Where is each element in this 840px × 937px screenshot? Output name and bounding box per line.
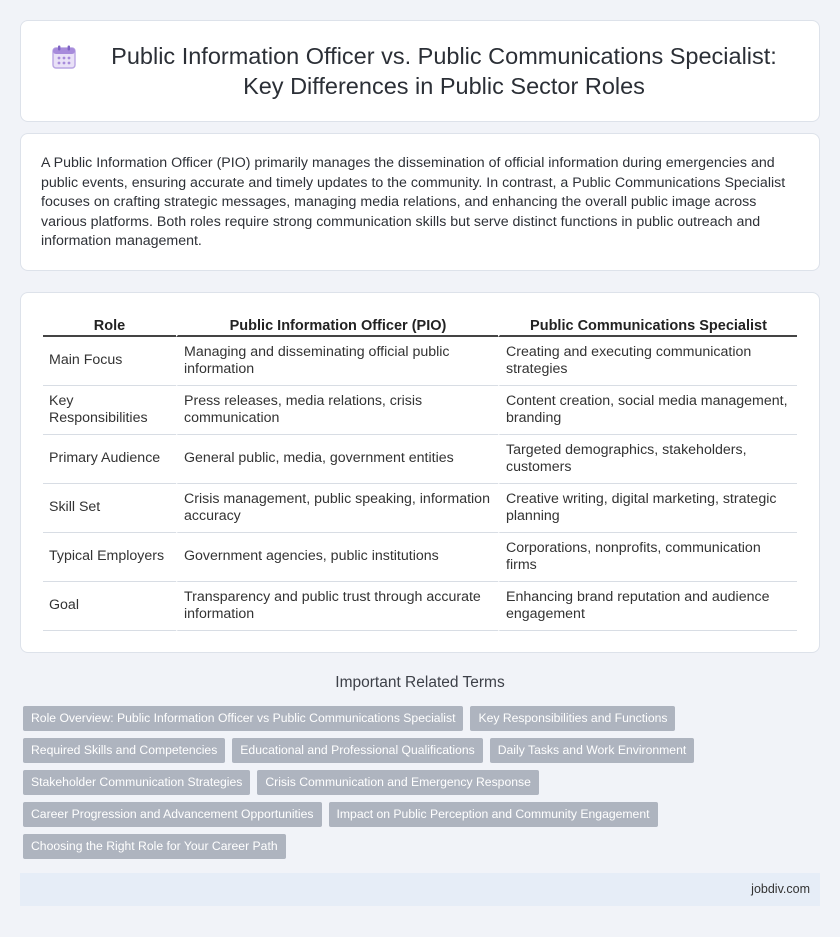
title-wrap xyxy=(21,21,819,121)
specialist-cell: Enhancing brand reputation and audience engagement xyxy=(498,582,797,631)
related-term-tag[interactable]: Key Responsibilities and Functions xyxy=(470,706,675,731)
specialist-cell: Corporations, nonprofits, communication firms xyxy=(498,533,797,582)
related-term-tag[interactable]: Impact on Public Perception and Community Engagement xyxy=(329,802,658,827)
calendar-icon xyxy=(51,44,77,70)
specialist-cell: Targeted demographics, stakeholders, customers xyxy=(498,435,797,484)
specialist-cell: Creating and executing communication strategies xyxy=(498,337,797,386)
table-row xyxy=(43,533,797,582)
related-terms-heading: Important Related Terms xyxy=(335,674,505,691)
footer-site-link[interactable]: jobdiv.com xyxy=(751,882,810,896)
page-title: Public Information Officer vs. Public Communications Specialist: Key Differences in Public Sector Roles xyxy=(111,43,777,99)
related-terms-list xyxy=(23,706,813,866)
related-term-tag[interactable]: Career Progression and Advancement Opportunities xyxy=(23,802,322,827)
table-row xyxy=(43,386,797,435)
related-term-tag[interactable]: Role Overview: Public Information Officer vs Public Communications Specialist xyxy=(23,706,463,731)
related-term-tag[interactable]: Educational and Professional Qualifications xyxy=(232,738,482,763)
table-row xyxy=(43,337,797,386)
pio-cell: General public, media, government entities xyxy=(176,435,498,484)
specialist-cell: Content creation, social media management, branding xyxy=(498,386,797,435)
row-label: Goal xyxy=(43,582,176,631)
pio-cell: Press releases, media relations, crisis communication xyxy=(176,386,498,435)
comparison-card xyxy=(20,292,820,653)
row-label: Main Focus xyxy=(43,337,176,386)
related-term-tag[interactable]: Required Skills and Competencies xyxy=(23,738,225,763)
intro-paragraph: A Public Information Officer (PIO) primarily manages the dissemination of official information during emergencies and public events, ensuring accurate and timely updates to the community. In contrast, a Public Communications Specialist focuses on crafting strategic messages, managing media relations, and enhancing the overall public image across various platforms. Both roles require strong communication skills but serve distinct functions in public outreach and information management. xyxy=(41,155,786,249)
table-row xyxy=(43,484,797,533)
row-label: Key Responsibilities xyxy=(43,386,176,435)
related-term-tag[interactable]: Crisis Communication and Emergency Response xyxy=(257,770,539,795)
header-specialist: Public Communications Specialist xyxy=(498,315,797,337)
row-label: Typical Employers xyxy=(43,533,176,582)
table-header-row xyxy=(43,315,797,337)
footer xyxy=(20,873,820,906)
row-label: Primary Audience xyxy=(43,435,176,484)
specialist-cell: Creative writing, digital marketing, strategic planning xyxy=(498,484,797,533)
row-label: Skill Set xyxy=(43,484,176,533)
intro-card xyxy=(20,133,820,271)
pio-cell: Crisis management, public speaking, information accuracy xyxy=(176,484,498,533)
table-row xyxy=(43,582,797,631)
header-role: Role xyxy=(43,315,176,337)
table-row xyxy=(43,435,797,484)
related-term-tag[interactable]: Stakeholder Communication Strategies xyxy=(23,770,250,795)
comparison-table xyxy=(43,315,797,631)
title-card xyxy=(20,20,820,122)
related-term-tag[interactable]: Choosing the Right Role for Your Career Path xyxy=(23,834,286,859)
pio-cell: Managing and disseminating official public information xyxy=(176,337,498,386)
pio-cell: Transparency and public trust through accurate information xyxy=(176,582,498,631)
related-term-tag[interactable]: Daily Tasks and Work Environment xyxy=(490,738,695,763)
pio-cell: Government agencies, public institutions xyxy=(176,533,498,582)
header-pio: Public Information Officer (PIO) xyxy=(176,315,498,337)
